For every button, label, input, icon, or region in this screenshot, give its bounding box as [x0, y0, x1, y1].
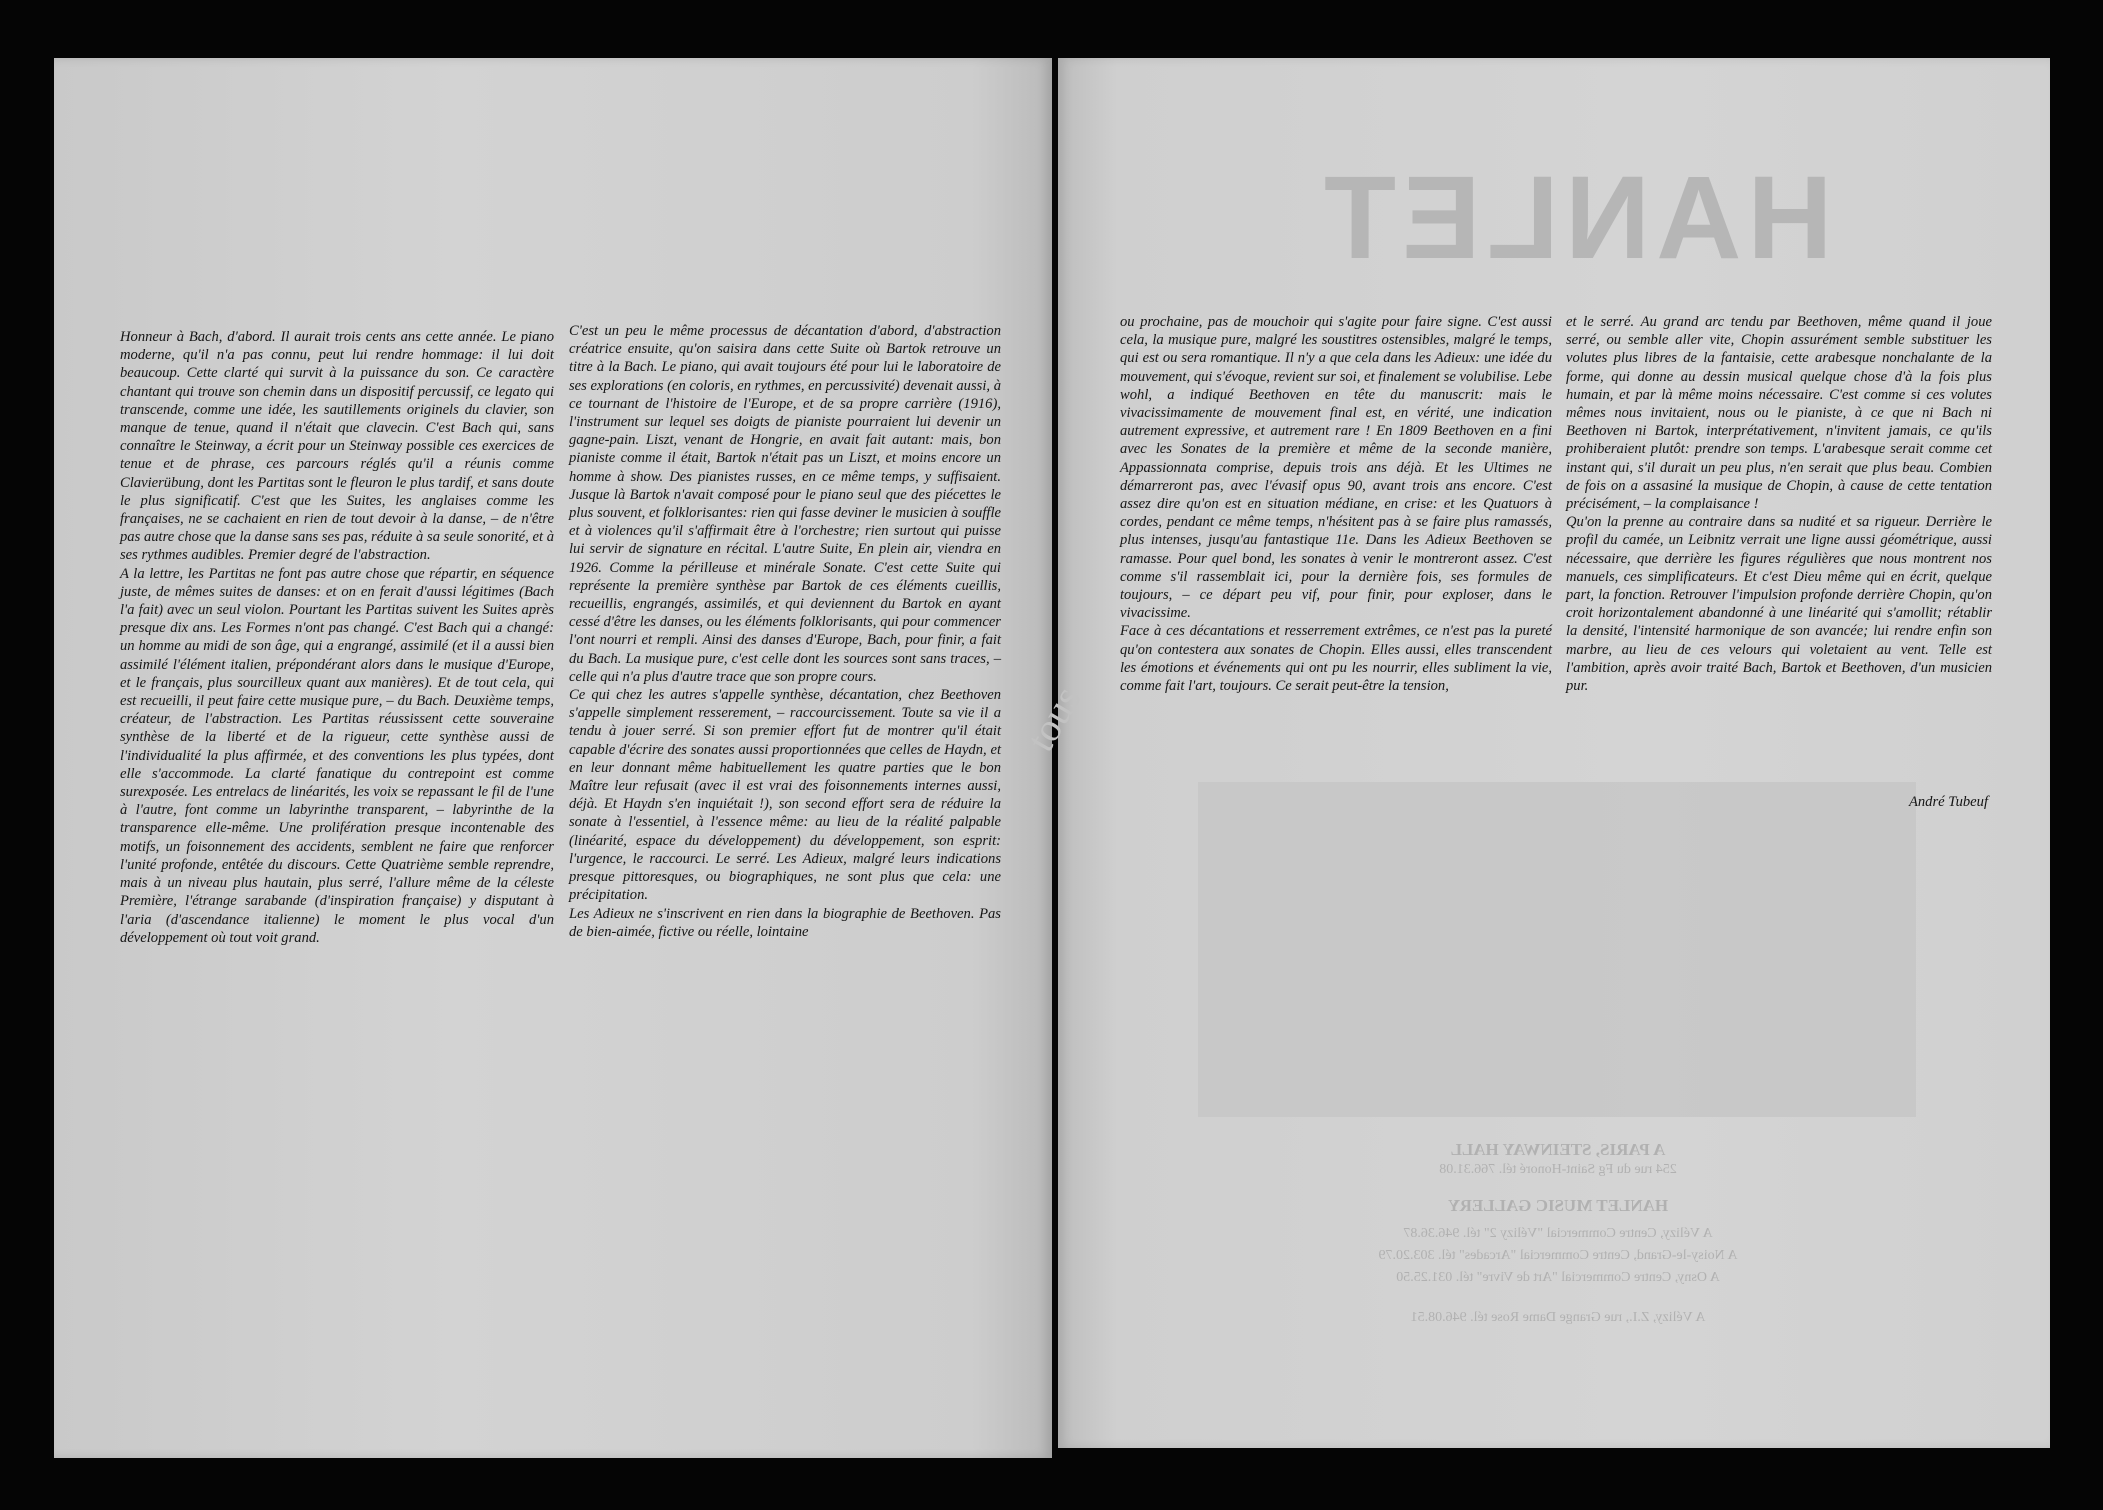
paragraph: ou prochaine, pas de mouchoir qui s'agite pour faire signe. C'est aussi cela, la musique pure, malgré les soustitres ostensibles, malgré le temps, qui est ou sera romantique. Il n'y a que cela dans les Adieux: une idée du mouvement, qui s'évoque, revient sur soi, et finalement se volubilise. Lebe wohl, a indiqué Beethoven en tête du manuscrit: mais le vivacissimamente de mouvement final est, en vérité, une indication autrement expressive, et autrement rare ! En 1809 Beethoven en a fini avec les Sonates de la première et même de la seconde manière, Appassionnata comprise, depuis trois ans déjà. Et les Ultimes ne démarreront pas, avec l'évasif opus 90, avant trois ans encore. C'est assez dire qu'on est en situation médiane, en crise: et les Quatuors à cordes, pendant ce même temps, n'hésitent pas à se faire plus ramassés, plus intenses, jusqu'au fantastique 11e. Dans les Adieux Beethoven se ramasse. Pour quel bond, les sonates à venir le montreront assez. C'est comme s'il rassemblait ici, pour la dernière fois, ses formules de toujours, – ce départ peu vif, pour finir, pour exploser, dans le vivacissime. [1120, 314, 1552, 622]
paragraph: Les Adieux ne s'inscrivent en rien dans la biographie de Beethoven. Pas de bien-aimée, fictive ou réelle, lointaine [569, 905, 1001, 940]
right-column-1 [1120, 313, 1552, 695]
show-through-line: A Osny, Centre Commercial "Art de Vivre" tél. 031.25.50 [1396, 1270, 1720, 1285]
show-through-line: A Noisy-le-Grand, Centre Commercial "Arcades" tél. 303.20.79 [1378, 1248, 1738, 1263]
paragraph: Ce qui chez les autres s'appelle synthèse, décantation, chez Beethoven s'appelle simplement resserement, – raccourcissement. Toute sa vie il a tendu à jouer serré. Si son premier effort fut de montrer qu'il était capable d'écrire des sonates aussi proportionnées que celles de Haydn, et en leur donnant même habituellement les quatre parties que le bon Maître leur refusait (avec il est vrai des foisonnements internes aussi, déjà. Et Haydn s'en inquiétait !), son second effort sera de réduire la sonate à l'essentiel, à l'essence même: au lieu de la réalité palpable (linéarité, espace du développement) du développement, son esprit: l'urgence, le raccourci. Le serré. Les Adieux, malgré leurs indications presque pittoresques, ou biographiques, ne sont plus que cela: une précipitation. [569, 687, 1001, 904]
paragraph: C'est un peu le même processus de décantation d'abord, d'abstraction créatrice ensuite, qu'on saisira dans cette Suite où Bartok retrouve un titre à la Bach. Le piano, qui avait toujours été pour lui le laboratoire de ses explorations (en coloris, en rythmes, en percussivité) devenait aussi, à ce tournant de l'histoire de l'Europe, et de sa propre carrière (1916), l'instrument sur lequel ses doigts de pianiste pourraient lui devenir un gagne-pain. Liszt, venant de Hongrie, en avait fait autant: mais, bon pianiste comme il était, Bartok n'était pas un Liszt, et moins encore un homme à show. Des pianistes russes, en ce même temps, y suffisaient. Jusque là Bartok n'avait composé pour le piano seul que des piécettes le plus souvent, et folklorisantes: rien qui fasse deviner le musicien à souffle et à violences qu'il s'affirmait être à l'orchestre; rien surtout qui puisse lui servir de signature en récital. L'autre Suite, En plein air, viendra en 1926. Comme la périlleuse et minérale Sonate. C'est cette Suite qui représente la première synthèse par Bartok de ces éléments cueillis, recueillis, engrangés, assimilés, et qui deviennent du Bartok en ayant cessé d'être les danses, ou les éléments folklorisants, qui pour commencer l'ont nourri et rempli. Ainsi des danses d'Europe, Bach, pour finir, a fait du Bach. La musique pure, c'est celle dont les sources sont sans traces, – celle qui n'a plus d'autre trace que son propre cours. [569, 323, 1001, 685]
paragraph: et le serré. Au grand arc tendu par Beethoven, même quand il joue serré, ou semble aller vite, Chopin assurément semble substituer les volutes plus libres de la fantaisie, cette arabesque nonchalante de la forme, qui donne au dessin musical quelque chose d'à la fois plus humain, et par là même moins nécessaire. C'est comme si ces volutes mêmes nous invitaient, nous ou le pianiste, à ce que ni Bach ni Beethoven ni Bartok, interprétativement, n'invitent jamais, ce qu'ils prohiberaient plutôt: prendre son temps. L'arabesque serait comme cet instant qui, s'il durait un peu plus, n'en serait que plus beau. Combien de fois on a assasiné la musique de Chopin, à cause de cette tentation précisément, – la complaisance ! [1566, 314, 1992, 513]
right-column-2 [1566, 313, 1992, 695]
author-signature: André Tubeuf [1908, 794, 1988, 810]
show-through-watermark: tous [1017, 678, 1090, 759]
show-through-photo [1198, 782, 1916, 1117]
paragraph: A la lettre, les Partitas ne font pas autre chose que répartir, en séquence juste, de mêmes suites de danses: et on en ferait d'aussi légitimes (Bach l'a fait) avec un seul violon. Pourtant les Partitas suivent les Suites après presque dix ans. Les Formes n'ont pas changé. C'est Bach qui a changé: un homme au midi de son âge, qui a engrangé, assimilé (et il a aussi bien assimilé l'élément italien, prépondérant alors dans le musique d'Europe, et le français, plus sourcilleux quant aux manières). Et de tout cela, qui est recueilli, il peut faire cette musique pure, – du Bach. Deuxième temps, créateur, de l'abstraction. Les Partitas réussissent cette souveraine synthèse de la liberté et de la rigueur, cette synthèse aussi de l'individualité la plus affirmée, et des conventions les plus typées, dont elle s'accommode. La clarté fanatique du contrepoint est comme surexposée. Les entrelacs de linéarités, les voix se repassant le fil de l'une à l'autre, font comme un labyrinthe transparent, – labyrinthe de la transparence elle-même. Une prolifération presque incontenable des motifs, un foisonnement des accidents, semblent ne faire que renforcer l'unité profonde, entêtée du discours. Cette Quatrième semble reprendre, mais à un niveau plus hautain, plus serré, l'allure même de la céleste Première, l'étrange sarabande (d'inspiration française) y disputant à l'aria (d'ascendance italienne) le moment le plus vocal d'un développement où tout voit grand. [120, 565, 554, 946]
show-through-logo: HANLET [1318, 152, 1833, 284]
show-through-line: A PARIS, STEINWAY HALL [1450, 1140, 1666, 1159]
left-column-2 [569, 322, 1001, 941]
show-through-line: A Vélizy, Z.I., rue Grange Dame Rose tél. 946.08.51 [1410, 1310, 1706, 1325]
paragraph: Face à ces décantations et resserrement extrêmes, ce n'est pas la pureté qu'on contestera aux sonates de Chopin. Elles aussi, elles transcendent les émotions et événements qui ont pu les nourrir, elles subliment la vie, comme fait l'art, toujours. Ce serait peut-être la tension, [1120, 623, 1552, 695]
left-column-1 [120, 328, 554, 947]
show-through-line: HANLET MUSIC GALLERY [1447, 1196, 1669, 1215]
paragraph: Honneur à Bach, d'abord. Il aurait trois cents ans cette année. Le piano moderne, qu'il n'a pas connu, peut lui rendre hommage: il lui doit beaucoup. Cette clarté qui survit à la puissance du son. Ce caractère chantant qui trouve son chemin dans un dispositif percussif, ce legato qui transcende, comme une idée, les sautillements originels du clavier, son manque de tenue, quand il n'était que clavecin. C'est Bach qui, sans connaître le Steinway, a écrit pour un Steinway possible ces exercices de tenue et de phrase, ces parcours réglés qu'il a réunis comme Clavierübung, dont les Partitas sont le fleuron le plus tardif, et sans doute le plus significatif. C'est que les Suites, les anglaises comme les françaises, ne se cachaient en rien de tout devoir à la danse, – de n'être pas autre chose que la danse sans ses pas, réduite à sa seule sonorité, et à ses rythmes audibles. Premier degré de l'abstraction. [120, 329, 554, 564]
paragraph: Qu'on la prenne au contraire dans sa nudité et sa rigueur. Derrière le profil du camée, un Leibnitz verrait une ligne aussi géométrique, aussi nécessaire, que derrière les figures régulières que nous montrent nos manuels, ces simplificateurs. Et c'est Dieu même qui en écrit, quelque part, la fonction. Retrouver l'impulsion profonde derrière Chopin, qu'on croit horizontalement abandonné à une linéarité qui s'amollit; rétablir la densité, l'intensité harmonique de son avancée; lui rendre enfin son marbre, au lieu de ces velours qui voletaient au vent. Telle est l'ambition, après avoir traité Bach, Bartok et Beethoven, d'un musicien pur. [1566, 514, 1992, 695]
show-through-line: 254 rue du Fg Saint-Honoré tél. 766.31.08 [1439, 1162, 1677, 1177]
show-through-line: A Vélizy, Centre Commercial "Vélizy 2" tél. 946.36.87 [1403, 1226, 1713, 1241]
